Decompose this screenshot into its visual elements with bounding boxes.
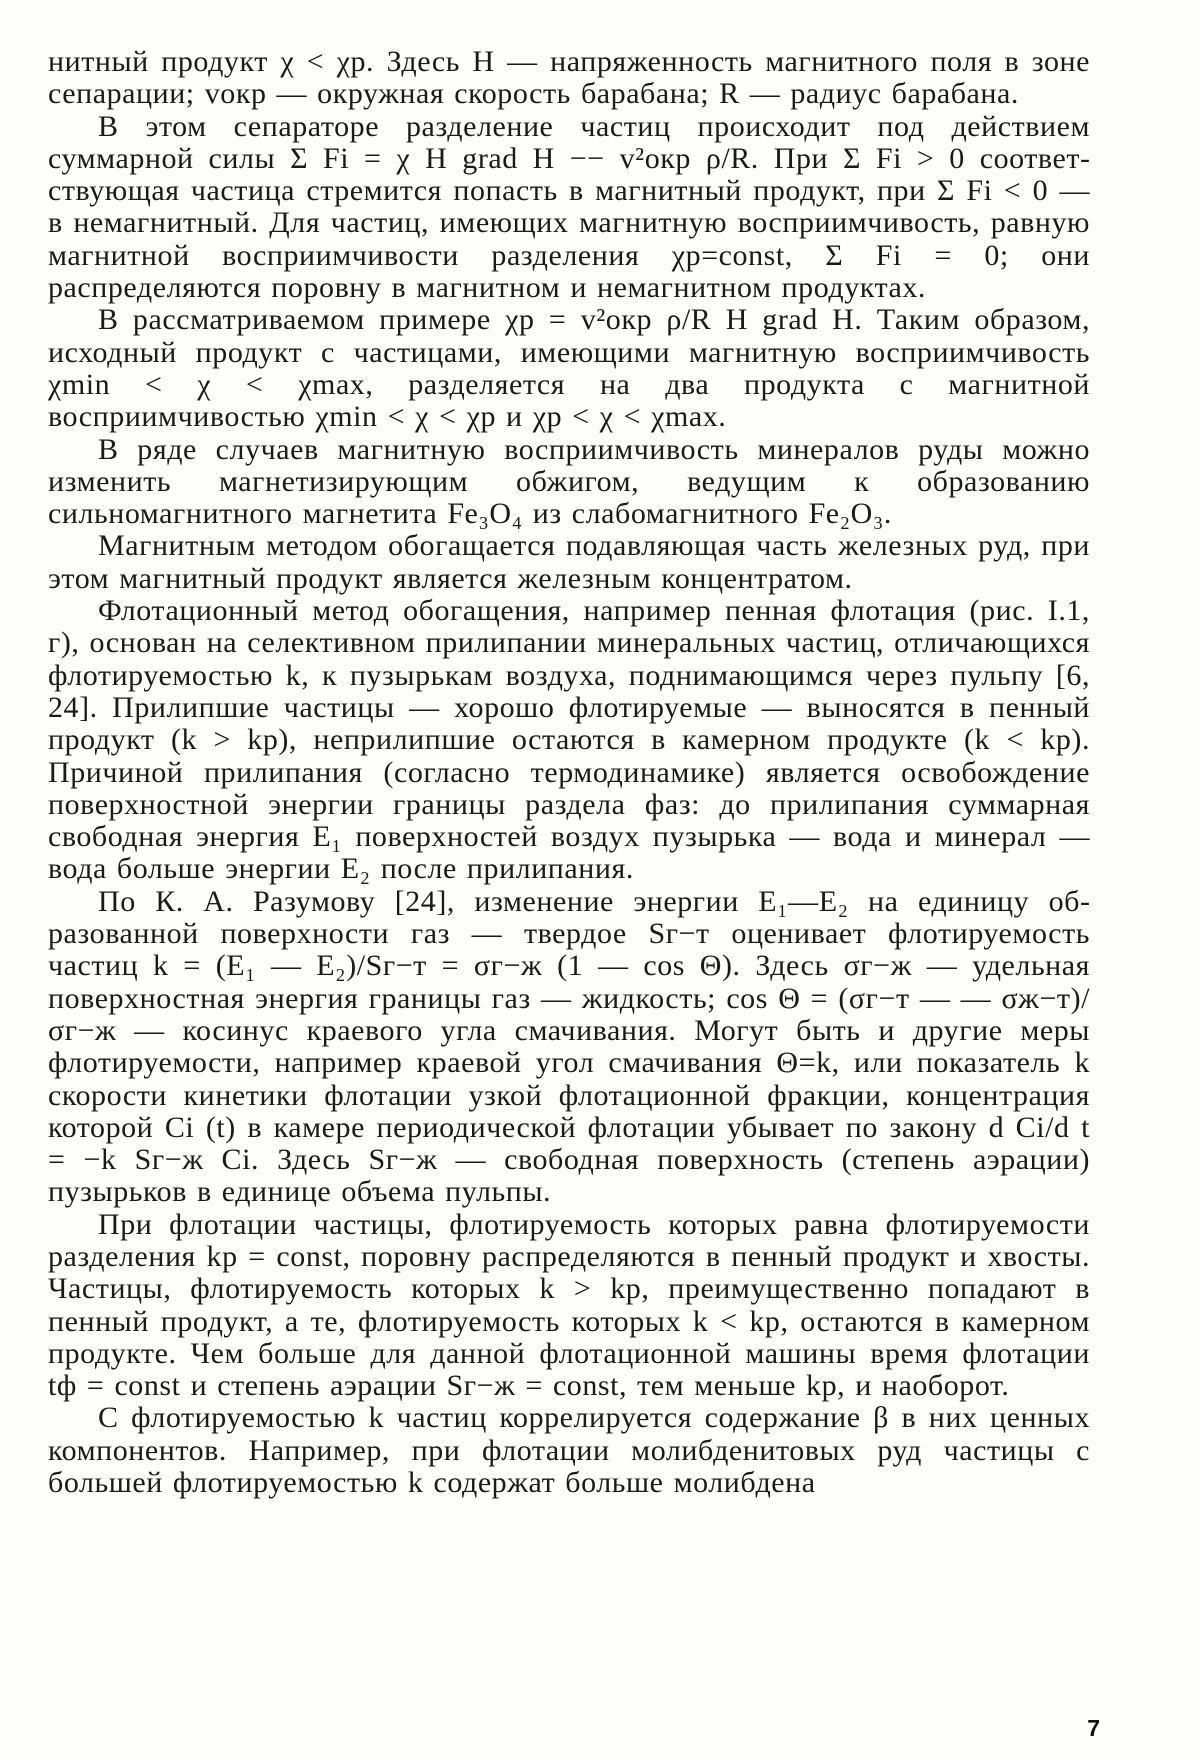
paragraph-continuation: нитный продукт χ < χр. Здесь H — напряженность магнитного поля в зоне сепарации; vокр — окружная скорость барабана; R — радиус барабана. — [48, 45, 1090, 111]
page-number: 7 — [1087, 1715, 1100, 1741]
paragraph-razumov: По К. А. Разумову [24], изменение энергии E₁—E₂ на единицу образованной поверхности газ — твердое Sг−т оценивает флотируемость частиц k = (E₁ — E₂)/Sг−т = σг−ж (1 — cos Θ). Здесь σг−ж — удельная поверхностная энергия границы газ — жидкость; cos Θ = (σг−т — — σж−т)/σг−ж — косинус краевого угла смачивания. Могут быть и другие меры флотируемости, например краевой угол смачивания Θ=k, или показатель k скорости кинетики флотации узкой флотационной фракции, концентрация которой Ci (t) в камере периодической флотации убывает по закону d Ci/d t = −k Sг−ж Ci. Здесь Sг−ж — свободная поверхность (степень аэрации) пузырьков в единице объема пульпы. — [48, 884, 1090, 1209]
paragraph-separation-force: В этом сепараторе разделение частиц происходит под действием суммарной силы Σ Fi = χ H grad H −− v²окр ρ/R. При Σ Fi > 0 соответствующая частица стремится попасть в магнитный продукт, при Σ Fi < 0 — в немагнитный. Для частиц, имеющих магнитную восприимчивость, равную магнитной восприимчивости разделения χр=const, Σ Fi = 0; они распределяются поровну в магнитном и немагнитном продуктах. — [48, 109, 1090, 305]
paragraph-correlation: С флотируемостью k частиц коррелируется содержание β в них ценных компонентов. Например, при флотации молибденитовых руд частицы с большей флотируемостью k содержат больше молибдена — [48, 1401, 1090, 1500]
paragraph-distribution: При флотации частицы, флотируемость которых равна флотируемости разделения kр = const, поровну распределяются в пенный продукт и хвосты. Частицы, флотируемость которых k > kр, преимущественно попадают в пенный продукт, а те, флотируемость которых k < kр, остаются в камерном продукте. Чем больше для данной флотационной машины время флотации tф = const и степень аэрации Sг−ж = const, тем меньше kр, и наоборот. — [48, 1207, 1090, 1403]
paragraph-example: В рассматриваемом примере χр = v²окр ρ/R H grad H. Таким образом, исходный продукт с частицами, имеющими магнитную восприимчивость χmin < χ < χmax, разделяется на два продукта с магнитной восприимчивостью χmin < χ < χр и χр < χ < χmax. — [48, 303, 1090, 434]
paragraph-flotation-method: Флотационный метод обогащения, например пенная флотация (рис. I.1, г), основан на селективном прилипании минеральных частиц, отличающихся флотируемостью k, к пузырькам воздуха, поднимающимся через пульпу [6, 24]. Прилипшие частицы — хорошо флотируемые — выносятся в пенный продукт (k > kр), неприлипшие остаются в камерном продукте (k < kр). Причиной прилипания (согласно термодинамике) является освобождение поверхностной энергии границы раздела фаз: до прилипания суммарная свободная энергия E₁ поверхностей воздух пузырька — вода и минерал — вода больше энергии E₂ после прилипания. — [48, 594, 1090, 886]
paragraph-roasting: В ряде случаев магнитную восприимчивость минералов руды можно изменить магнетизирующим обжигом, ведущим к образованию сильномагнитного магнетита Fe₃O₄ из слабомагнитного Fe₂O₃. — [48, 432, 1090, 531]
paragraph-iron-ores: Магнитным методом обогащается подавляющая часть железных руд, при этом магнитный продукт является железным концентратом. — [48, 529, 1090, 595]
